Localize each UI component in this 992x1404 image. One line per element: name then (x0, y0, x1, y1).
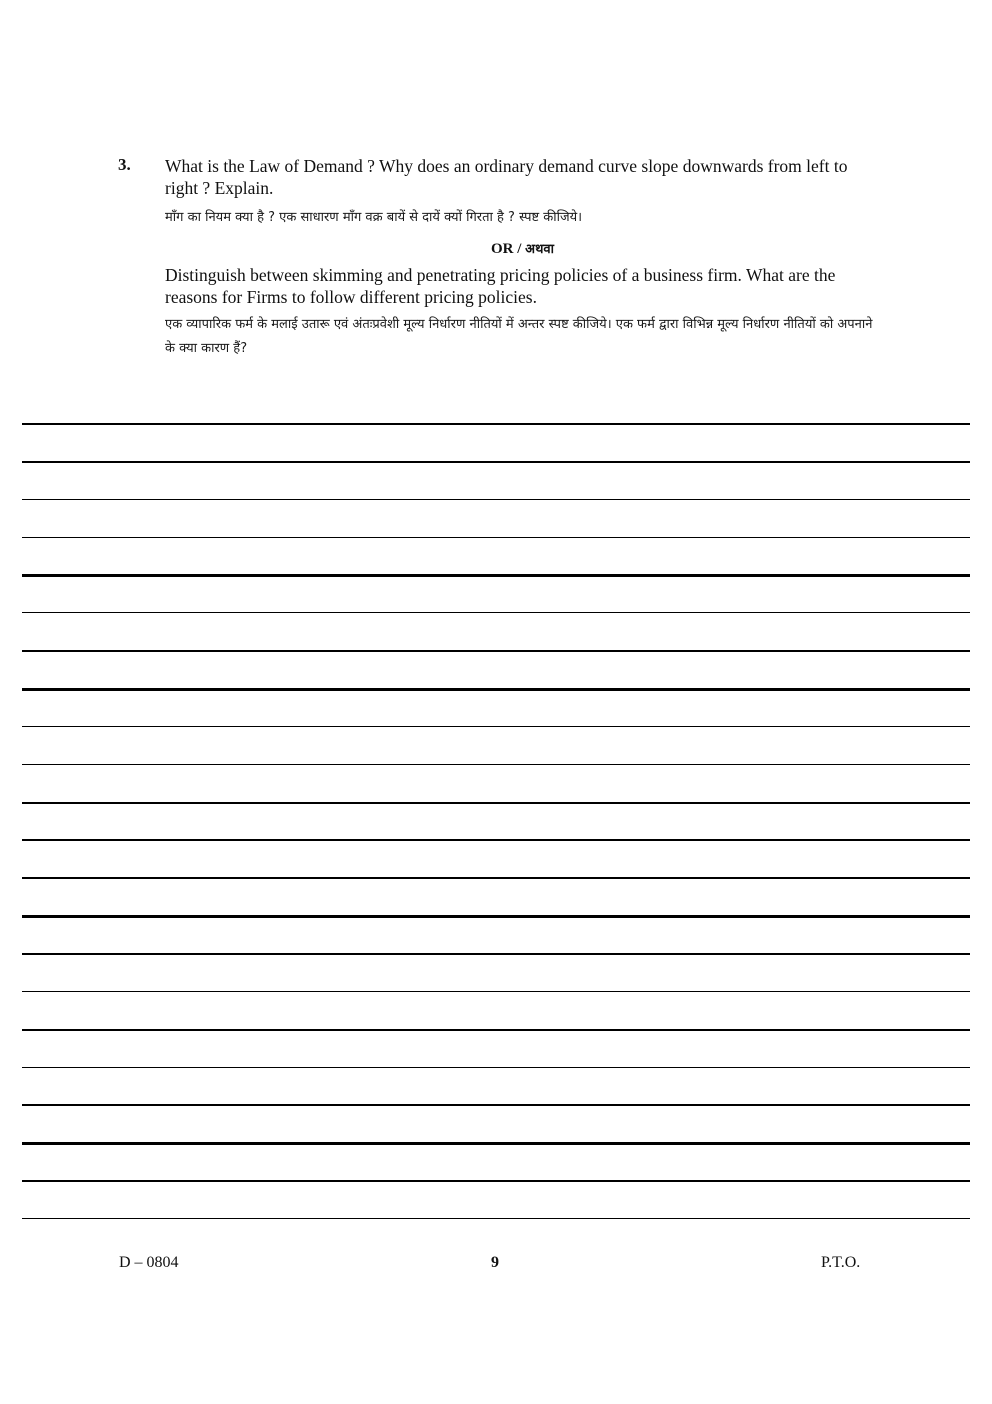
answer-line (22, 877, 970, 879)
answer-line (22, 1180, 970, 1182)
question-number: 3. (118, 155, 131, 174)
answer-line (22, 915, 970, 918)
question-body (165, 155, 880, 361)
answer-line (22, 461, 970, 464)
answer-line (22, 537, 970, 538)
answer-line (22, 612, 970, 613)
answer-line (22, 650, 970, 652)
or-label-english: OR / (490, 241, 526, 257)
answer-line (22, 1104, 970, 1106)
answer-line (22, 764, 970, 765)
answer-line (22, 1067, 970, 1068)
answer-line (22, 574, 970, 577)
answer-line (22, 423, 970, 425)
or-separator (165, 239, 880, 258)
question-part1-hindi: माँग का नियम क्या है ? एक साधारण माँग वक्र बायें से दायें क्यों गिरता है ? स्पष्ट कीजिये। (165, 210, 583, 225)
answer-line (22, 953, 970, 955)
answer-line (22, 991, 970, 992)
or-label-hindi: अथवा (525, 242, 554, 257)
question-part1-english: What is the Law of Demand ? Why does an ordinary demand curve slope downwards from left to right ? Explain. (165, 156, 848, 198)
answer-line (22, 499, 970, 501)
footer-paper-code: D – 0804 (119, 1254, 179, 1271)
answer-line (22, 688, 970, 691)
footer-page-number: 9 (491, 1254, 499, 1271)
answer-line (22, 802, 970, 805)
answer-line (22, 1029, 970, 1032)
question-part2-hindi: एक व्यापारिक फर्म के मलाई उतारू एवं अंतःप्रवेशी मूल्य निर्धारण नीतियों में अन्तर स्पष्ट कीजिये। एक फर्म द्वारा विभिन्न मूल्य निर्धारण नीतियों को अपनाने के क्या कारण हैं? (165, 317, 873, 356)
answer-line (22, 839, 970, 840)
question-part2-english: Distinguish between skimming and penetrating pricing policies of a business firm. What are the reasons for Firms to follow different pricing policies. (165, 265, 836, 307)
answer-line (22, 1142, 970, 1145)
answer-line (22, 1218, 970, 1219)
answer-line (22, 726, 970, 728)
footer-pto: P.T.O. (821, 1254, 861, 1271)
